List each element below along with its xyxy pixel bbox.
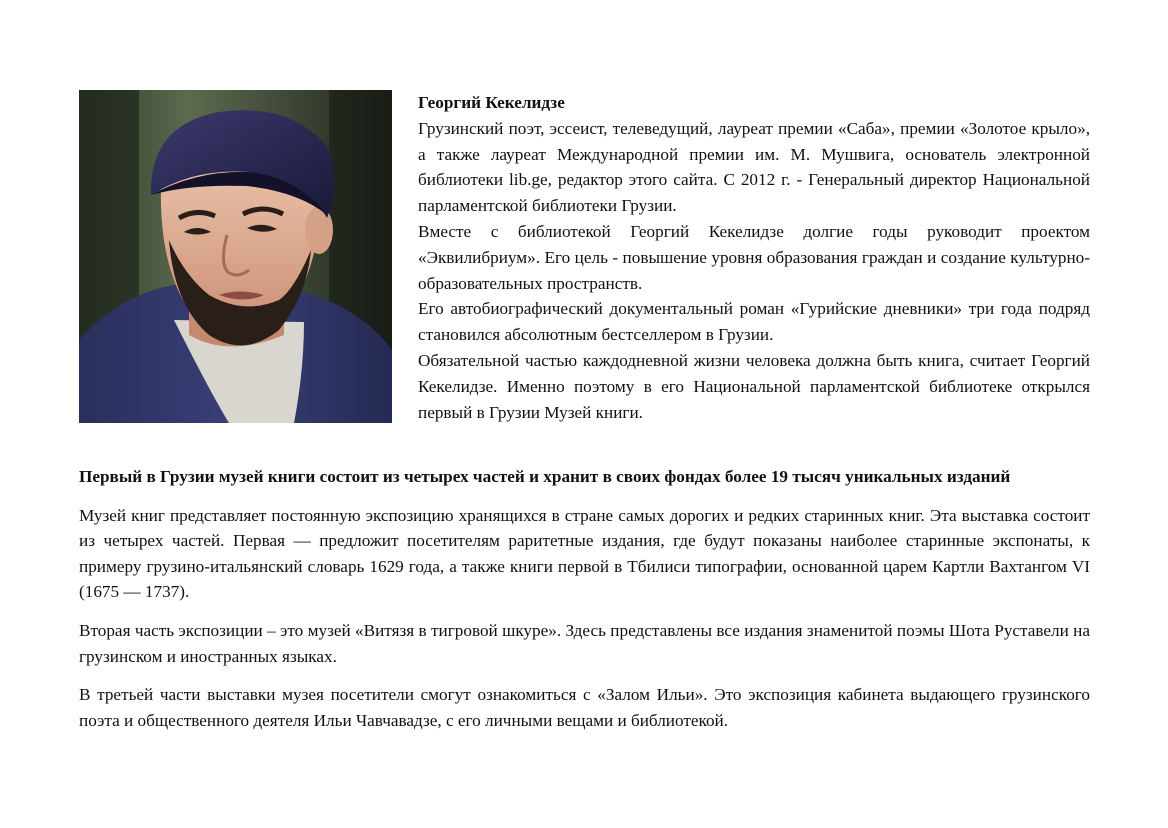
article-section — [79, 464, 1090, 746]
article-paragraph: Вторая часть экспозиции – это музей «Витязя в тигровой шкуре». Здесь представлены все издания знаменитой поэмы Шота Руставели на грузинском и иностранных языках. — [79, 620, 1090, 666]
article-paragraph: В третьей части выставки музея посетители смогут ознакомиться с «Залом Ильи». Это экспозиция кабинета выдающего грузинского поэта и общественного деятеля Ильи Чавчавадзе, с его личными вещами и библиотекой. — [79, 685, 1090, 730]
author-bio — [418, 90, 1090, 425]
bio-paragraph: Его автобиографический документальный роман «Гурийские дневники» три года подряд становился абсолютным бестселлером в Грузии. — [418, 299, 1090, 345]
portrait-photo — [79, 90, 392, 423]
article-paragraph: Музей книг представляет постоянную экспозицию хранящихся в стране самых дорогих и редких старинных книг. Эта выставка состоит из четырех частей. Первая — предложит посетителям раритетные издания, где будут показаны наиболее старинные экспонаты, к примеру грузино-итальянский словарь 1629 года, а также книги первой в Тбилиси типографии, основанной царем Картли Вахтангом VI (1675 — 1737). — [79, 505, 1090, 602]
author-name: Георгий Кекелидзе — [418, 93, 565, 112]
bio-paragraph: Вместе с библиотекой Георгий Кекелидзе долгие годы руководит проектом «Эквилибриум». Его цель - повышение уровня образования граждан и создание культурно-образовательных пространств. — [418, 221, 1090, 293]
bio-paragraph: Обязательной частью каждодневной жизни человека должна быть книга, считает Георгий Кекелидзе. Именно поэтому в его Национальной парламентской библиотеке открылся первый в Грузии Музей книги. — [418, 350, 1090, 422]
bio-paragraph: Грузинский поэт, эссеист, телеведущий, лауреат премии «Саба», премии «Золотое крыло», а также лауреат Международной премии им. М. Мушвига, основатель электронной библиотеки lib.ge, редактор этого сайта. С 2012 г. - Генеральный директор Национальной парламентской библиотеки Грузии. — [418, 118, 1090, 216]
article-heading: Первый в Грузии музей книги состоит из четырех частей и хранит в своих фондах более 19 тысяч уникальных изданий — [79, 467, 1011, 486]
